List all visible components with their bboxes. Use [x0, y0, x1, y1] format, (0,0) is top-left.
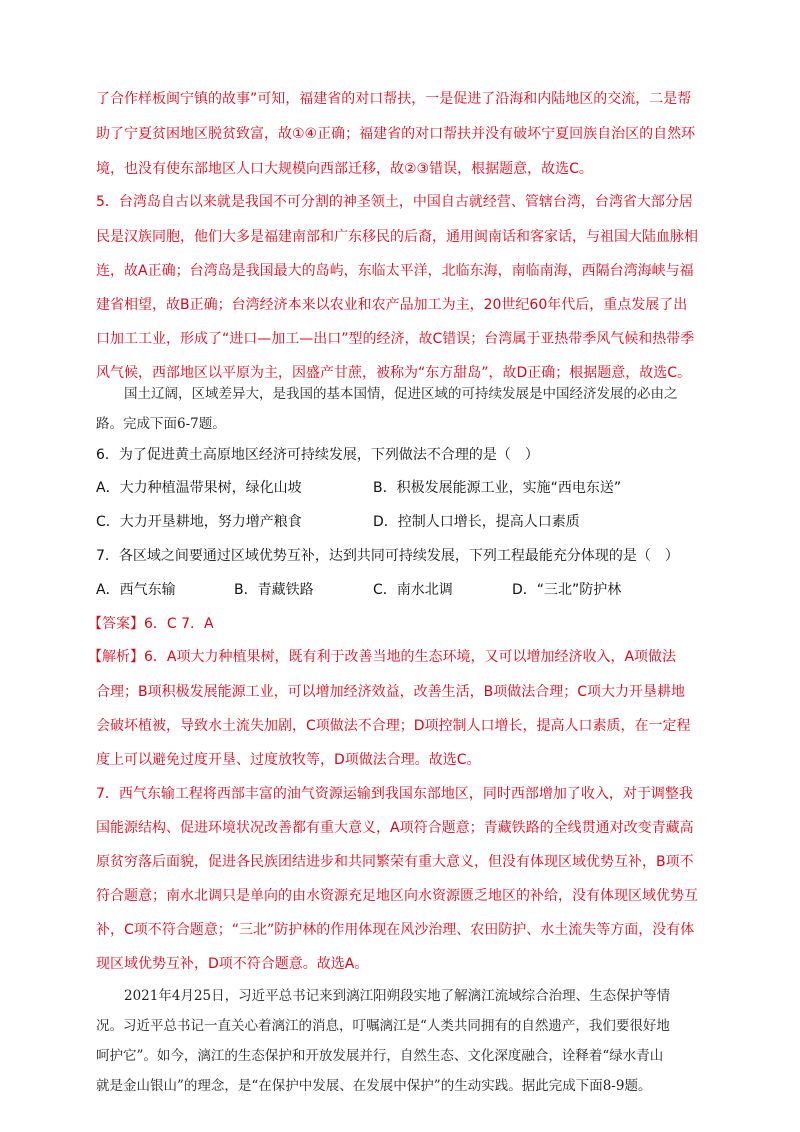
analysis-line: 现区域优势互补，D项不符合题意。故选A。: [96, 956, 369, 972]
intro-line: 就是金山银山”的理念，是“在保护中发展、在发展中保护”的生动实践。据此完成下面8-9题。: [96, 1078, 652, 1094]
q7-option-c: C．南水北调: [373, 582, 453, 598]
text-line: 连，故A正确；台湾岛是我国最大的岛屿，东临太平洋，北临东海，南临南海，西隔台湾海峡与福: [96, 263, 694, 279]
q6-option-d: D．控制人口增长，提高人口素质: [373, 514, 580, 530]
analysis-line: 原贫穷落后面貌，促进各民族团结进步和共同繁荣有重大意义，但没有体现区域优势互补，B项不: [96, 854, 694, 870]
text-line: 建省相望，故B正确；台湾经济本来以农业和农产品加工为主，20世纪60年代后，重点发展了出: [96, 297, 688, 313]
intro-line: 2021年4月25日，习近平总书记来到漓江阳朔段实地了解漓江流域综合治理、生态保护等情: [124, 988, 671, 1004]
analysis-line: 符合题意；南水北调只是单向的由水资源充足地区向水资源匮乏地区的补给，没有体现区域优势互: [96, 888, 698, 904]
text-line: 助了宁夏贫困地区脱贫致富，故①④正确；福建省的对口帮扶并没有破坏宁夏回族自治区的自然环: [96, 126, 696, 142]
q7-option-d: D．“三北”防护林: [512, 582, 622, 598]
question-6-stem: 6．为了促进黄土高原地区经济可持续发展，下列做法不合理的是（ ）: [96, 447, 539, 463]
text-line: 民是汉族同胞，他们大多是福建南部和广东移民的后裔，通用闽南话和客家话，与祖国大陆血脉相: [96, 229, 698, 245]
intro-line: 国土辽阔，区域差异大，是我国的基本国情，促进区域的可持续发展是中国经济发展的必由之: [124, 386, 678, 402]
analysis-line: 合理；B项积极发展能源工业，可以增加经济效益，改善生活，B项做法合理；C项大力开垦耕地: [96, 684, 685, 700]
intro-line: 况。习近平总书记一直关心着漓江的消息，叮嘱漓江是“人类共同拥有的自然遗产，我们要很好地: [96, 1018, 670, 1034]
analysis-line: 【解析】6．A项大力种植果树，既有利于改善当地的生态环境，又可以增加经济收入，A项做法: [88, 649, 677, 665]
analysis-line: 度上可以避免过度开垦、过度放牧等，D项做法合理。故选C。: [96, 752, 481, 768]
q6-option-c: C．大力开垦耕地，努力增产粮食: [96, 514, 302, 530]
analysis-line: 会破坏植被，导致水土流失加剧，C项做法不合理；D项控制人口增长，提高人口素质，在一定程: [96, 718, 691, 734]
intro-line: 呵护它”。如今，漓江的生态保护和开放发展并行，自然生态、文化深度融合，诠释着“绿水青山: [96, 1048, 664, 1064]
answer-line: 【答案】6．C 7．A: [88, 616, 214, 632]
q6-option-a: A．大力种植温带果树，绿化山坡: [96, 480, 302, 496]
analysis-line: 国能源结构、促进环境状况改善都有重大意义，A项符合题意；青藏铁路的全线贯通对改变青藏高: [96, 820, 694, 836]
text-line: 风气候，西部地区以平原为主，因盛产甘蔗，被称为“东方甜岛”，故D正确；根据题意，故选C。: [96, 365, 692, 381]
text-line: 口加工工业，形成了“进口—加工—出口”型的经济，故C错误；台湾属于亚热带季风气候和热带季: [96, 331, 695, 347]
question-7-stem: 7．各区域之间要通过区域优势互补，达到共同可持续发展，下列工程最能充分体现的是（ ）: [96, 548, 679, 564]
intro-line: 路。完成下面6-7题。: [96, 416, 226, 432]
analysis-line: 7．西气东输工程将西部丰富的油气资源运输到我国东部地区，同时西部增加了收入，对于调整我: [96, 786, 693, 802]
text-line: 境，也没有使东部地区人口大规模向西部迁移，故②③错误，根据题意，故选C。: [96, 161, 593, 177]
text-line: 了合作样板闽宁镇的故事”可知，福建省的对口帮扶，一是促进了沿海和内陆地区的交流，二是帮: [96, 91, 692, 107]
text-line: 5．台湾岛自古以来就是我国不可分割的神圣领土，中国自古就经营、管辖台湾，台湾省大部分居: [96, 194, 693, 210]
q7-option-a: A．西气东输: [96, 582, 176, 598]
q6-option-b: B．积极发展能源工业，实施“西电东送”: [373, 480, 622, 496]
analysis-line: 补，C项不符合题意；“三北”防护林的作用体现在风沙治理、农田防护、水土流失等方面，没有体: [96, 922, 695, 938]
q7-option-b: B．青藏铁路: [234, 582, 314, 598]
